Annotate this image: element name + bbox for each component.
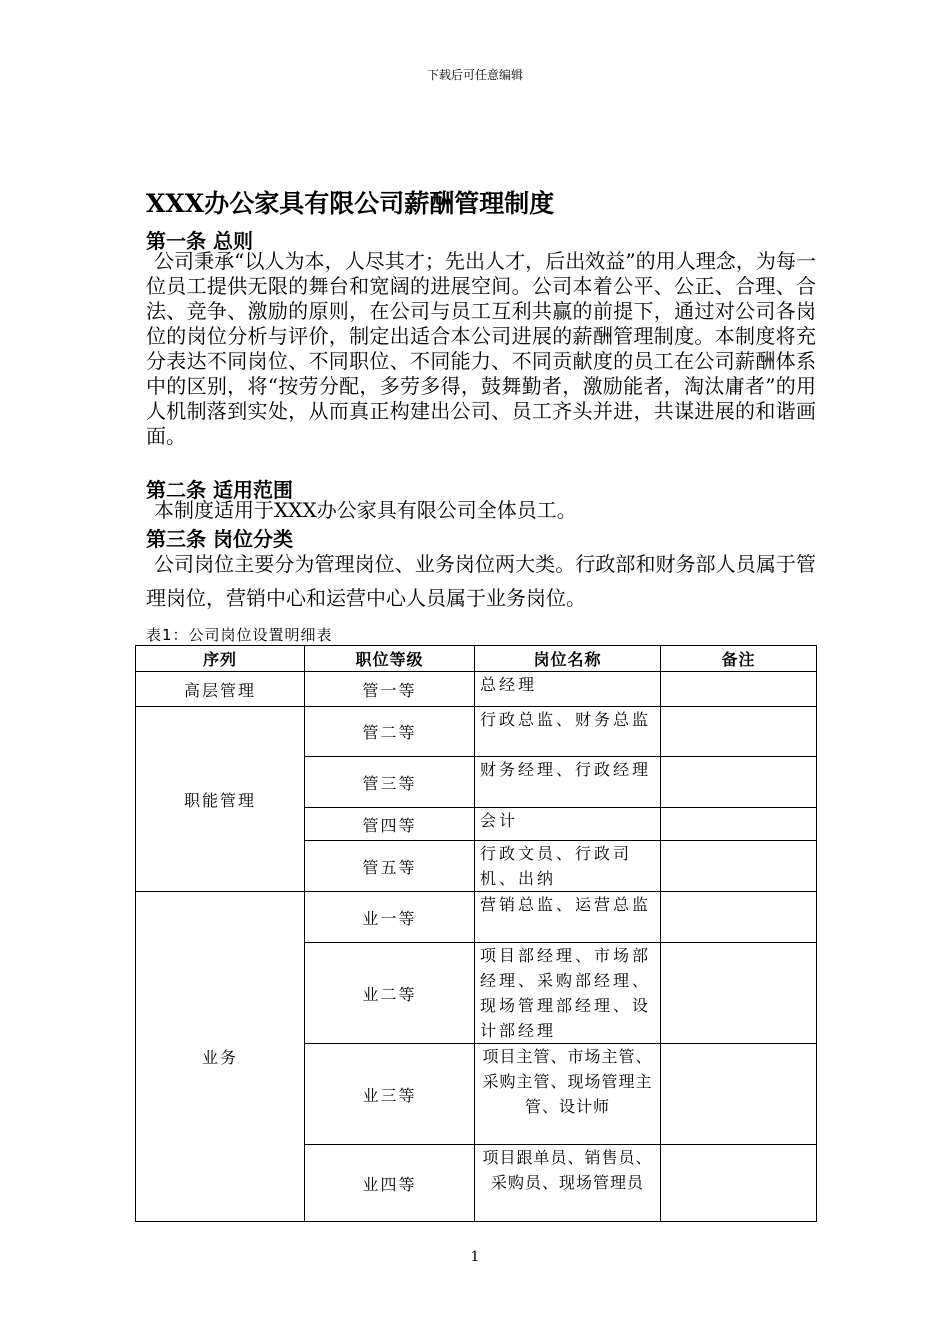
sequence-cell: 高层管理: [136, 672, 305, 707]
position-cell: 行政总监、财务总监: [475, 707, 661, 757]
sequence-cell: 职能管理: [136, 707, 305, 892]
note-cell: [661, 808, 817, 841]
level-cell: 管五等: [305, 841, 475, 892]
position-cell: 营销总监、运营总监: [475, 892, 661, 943]
table-row: [136, 672, 817, 707]
note-cell: [661, 757, 817, 808]
document-title: XXX办公家具有限公司薪酬管理制度: [146, 189, 555, 218]
position-cell: 总经理: [475, 672, 661, 707]
note-cell: [661, 892, 817, 943]
position-table: [135, 645, 817, 1222]
position-cell: 项目部经理、市场部经理、采购部经理、现场管理部经理、设计部经理: [475, 943, 661, 1044]
level-cell: 业四等: [305, 1145, 475, 1222]
level-cell: 管四等: [305, 808, 475, 841]
position-cell: 行政文员、行政司机、出纳: [475, 841, 661, 892]
level-cell: 管一等: [305, 672, 475, 707]
level-cell: 管二等: [305, 707, 475, 757]
section-1-heading: 第一条 总则: [146, 229, 253, 253]
note-cell: [661, 672, 817, 707]
position-cell: 项目跟单员、销售员、采购员、现场管理员: [475, 1145, 661, 1222]
level-cell: 业一等: [305, 892, 475, 943]
header-level: 职位等级: [305, 646, 475, 672]
section-3-heading: 第三条 岗位分类: [146, 527, 293, 551]
section-2-body: 本制度适用于XXX办公家具有限公司全体员工。: [154, 498, 577, 522]
section-2-heading: 第二条 适用范围: [146, 478, 293, 502]
position-cell: 会计: [475, 808, 661, 841]
table-row: [136, 892, 817, 943]
position-cell: 项目主管、市场主管、采购主管、现场管理主管、设计师: [475, 1044, 661, 1145]
sequence-cell: 业务: [136, 892, 305, 1222]
table-row: [136, 707, 817, 757]
note-cell: [661, 1044, 817, 1145]
note-cell: [661, 707, 817, 757]
header-note: 备注: [661, 646, 817, 672]
level-cell: 管三等: [305, 757, 475, 808]
level-cell: 业三等: [305, 1044, 475, 1145]
position-cell: 财务经理、行政经理: [475, 757, 661, 808]
page-number: 1: [470, 1249, 480, 1265]
header-position: 岗位名称: [475, 646, 661, 672]
table-caption: 表1：公司岗位设置明细表: [146, 626, 333, 644]
section-3-body: 公司岗位主要分为管理岗位、业务岗位两大类。行政部和财务部人员属于管理岗位，营销中心和运营中心人员属于业务岗位。: [146, 552, 816, 610]
section-1-body: 公司秉承“以人为本，人尽其才；先出人才，后出效益”的用人理念，为每一位员工提供无限的舞台和宽阔的进展空间。公司本着公平、公正、合理、合法、竞争、激励的原则，在公司与员工互利共赢的前提下，通过对公司各岗位的岗位分析与评价，制定出适合本公司进展的薪酬管理制度。本制度将充分表达不同岗位、不同职位、不同能力、不同贡献度的员工在公司薪酬体系中的区别，将“按劳分配，多劳多得，鼓舞勤者，激励能者，淘汰庸者”的用人机制落到实处，从而真正构建出公司、员工齐头并进，共谋进展的和谐画面。: [146, 249, 816, 448]
note-cell: [661, 943, 817, 1044]
table-header-row: [136, 646, 817, 672]
level-cell: 业二等: [305, 943, 475, 1044]
header-sequence: 序列: [136, 646, 305, 672]
header-note: 下载后可任意编辑: [426, 68, 523, 82]
note-cell: [661, 841, 817, 892]
note-cell: [661, 1145, 817, 1222]
